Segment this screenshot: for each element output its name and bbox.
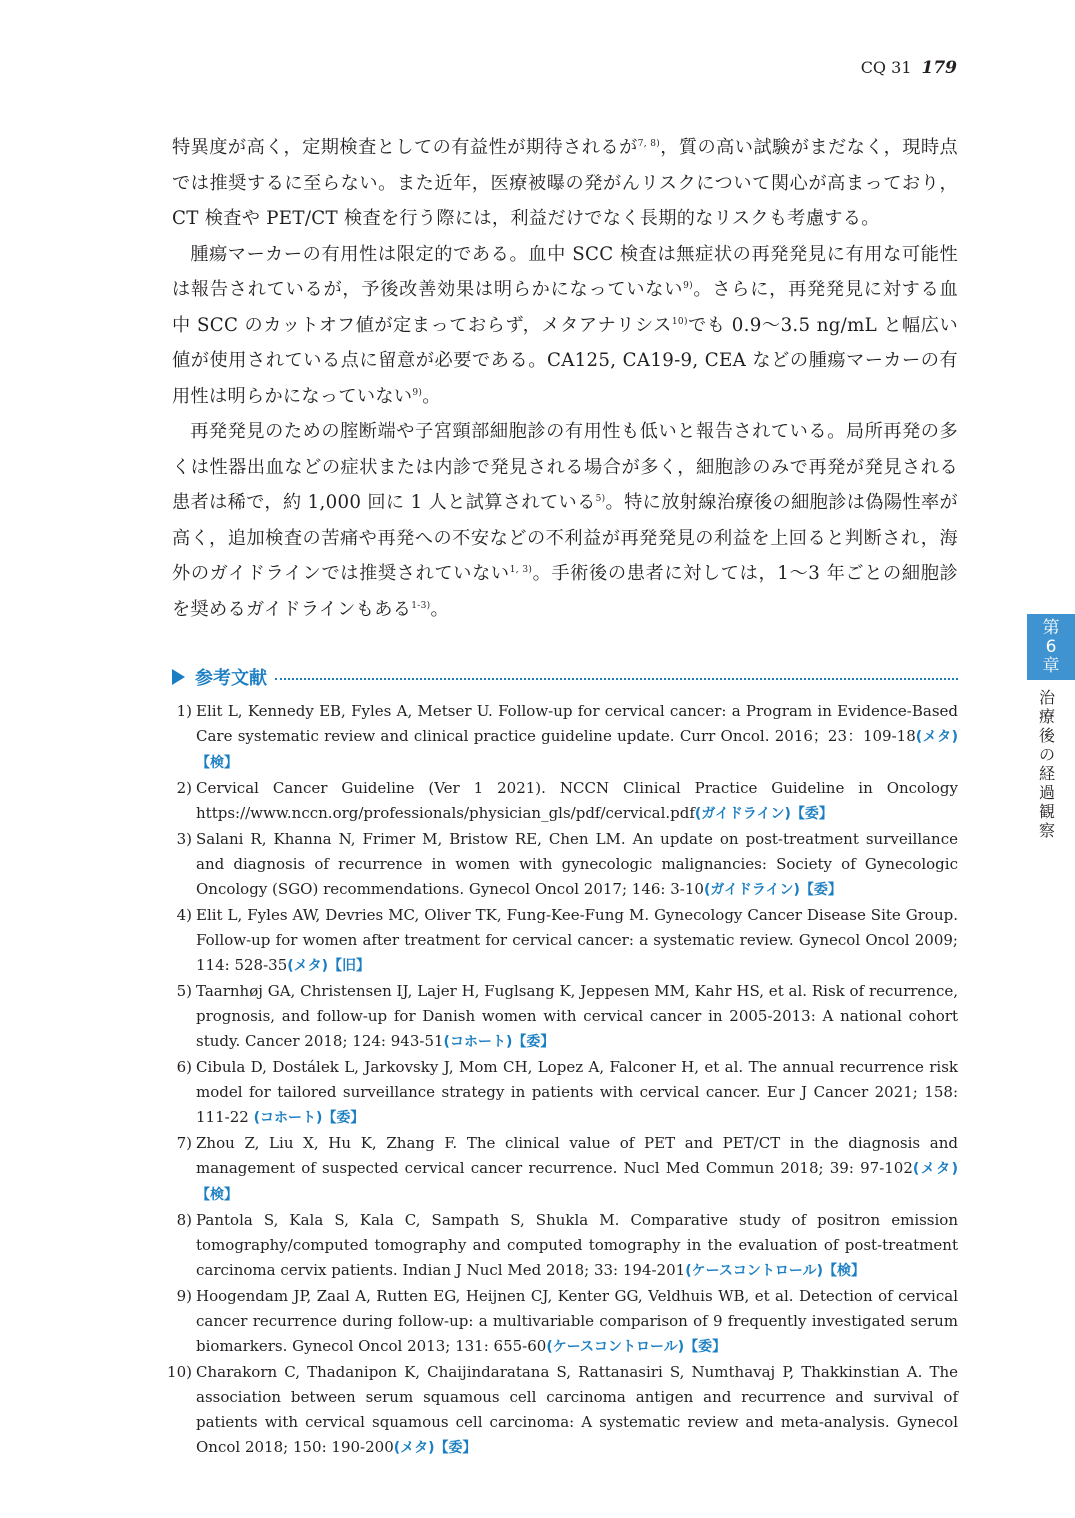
reference-number: 7) — [176, 1134, 192, 1152]
paragraph-3 — [172, 414, 958, 627]
text-span: 再発発見のための腟断端や子宮頸部細胞診の有用性も低いと報告されている。局所再発の多くは性器出血などの症状または内診で発見される場合が多く，細胞診のみで再発が発見される患者は稀で，約 1,000 回に 1 人と試算されている — [172, 421, 958, 513]
reference-item — [172, 1131, 958, 1208]
chapter-tab — [1027, 614, 1075, 680]
reference-item — [172, 776, 958, 827]
reference-tag: (ケースコントロール)【委】 — [546, 1339, 727, 1355]
reference-item — [172, 827, 958, 903]
references-title: 参考文献 — [195, 668, 267, 689]
reference-text: Elit L, Fyles AW, Devries MC, Oliver TK, Fung-Kee-Fung M. Gynecology Cancer Disease Site Group. Follow-up for women after treatment for cervical cancer: a systematic review. Gynecol Oncol 2009; 114: 528-35 — [196, 906, 958, 974]
reference-number: 10) — [167, 1363, 192, 1381]
citation: 9) — [412, 387, 423, 398]
reference-number: 1) — [176, 702, 192, 720]
reference-text: Salani R, Khanna N, Frimer M, Bristow RE, Chen LM. An update on post-treatment surveillance and diagnosis of recurrence in women with gynecologic malignancies: Society of Gynecologic Oncology (SGO) recommendations. Gynecol Oncol 2017; 146: 3-10 — [196, 830, 958, 898]
reference-tag: (メタ)【旧】 — [287, 958, 371, 974]
reference-tag: (ケースコントロール)【検】 — [685, 1263, 866, 1279]
reference-text: Cibula D, Dostálek L, Jarkovsky J, Mom CH, Lopez A, Falconer H, et al. The annual recurrence risk model for tailored surveillance strategy in patients with cervical cancer. Eur J Cancer 2021; 158: 111-22 — [196, 1058, 958, 1126]
reference-item — [172, 1284, 958, 1360]
paragraph-1 — [172, 130, 958, 237]
text-span: 。特に放射線治療後の細胞診は偽陽性率が高く，追加検査の苦痛や再発への不安などの不利益が再発発見の利益を上回ると判断され，海外のガイドラインでは推奨されていない — [172, 492, 959, 584]
text-span: 。手術後の患者に対しては，1～3 年ごとの細胞診を奨めるガイドラインもある — [172, 563, 959, 620]
triangle-bullet-icon — [172, 669, 185, 685]
chapter-tab-line: 第 — [1042, 617, 1060, 638]
citation: 10) — [671, 316, 688, 327]
reference-number: 8) — [176, 1211, 192, 1229]
reference-text: Zhou Z, Liu X, Hu K, Zhang F. The clinical value of PET and PET/CT in the diagnosis and management of suspected cervical cancer recurrence. Nucl Med Commun 2018; 39: 97-102 — [196, 1134, 958, 1177]
chapter-tab-line: 章 — [1042, 655, 1060, 676]
page-number: 179 — [921, 58, 957, 78]
references-heading — [172, 664, 958, 690]
reference-tag: (ガイドライン)【委】 — [703, 882, 842, 898]
citation: 1-3) — [411, 600, 431, 611]
reference-item — [172, 979, 958, 1055]
text-span: 。さらに，再発発見に対する血中 SCC のカットオフ値が定まっておらず，メタアナリシス — [172, 279, 958, 336]
reference-number: 4) — [176, 906, 192, 924]
reference-item — [172, 903, 958, 979]
reference-number: 2) — [176, 779, 192, 797]
reference-text: Pantola S, Kala S, Kala C, Sampath S, Shukla M. Comparative study of positron emission tomography/computed tomography and computed tomography in the evaluation of post-treatment carcinoma cervix patients. Indian J Nucl Med 2018; 33: 194-201 — [196, 1211, 958, 1279]
reference-number: 6) — [176, 1058, 192, 1076]
citation: 5) — [595, 494, 606, 504]
paragraph-2 — [172, 237, 958, 415]
reference-text: Charakorn C, Thadanipon K, Chaijindaratana S, Rattanasiri S, Numthavaj P, Thakkinstian A. The association between serum squamous cell carcinoma antigen and recurrence and survival of patients with cervical squamous cell carcinoma: A systematic review and meta-analysis. Gynecol Oncol 2018; 150: 190-200 — [196, 1363, 958, 1456]
reference-item — [172, 699, 958, 776]
reference-number: 5) — [176, 982, 192, 1000]
reference-tag: (ガイドライン)【委】 — [694, 806, 833, 822]
citation: 9) — [683, 281, 693, 291]
reference-text: Cervical Cancer Guideline (Ver 1 2021). NCCN Clinical Practice Guideline in Oncology https://www.nccn.org/professionals/physician_gls/pdf/cervical.pdf — [196, 779, 958, 822]
reference-tag: (メタ)【検】 — [196, 729, 958, 771]
reference-tag: (コホート)【委】 — [253, 1110, 365, 1126]
text-span: でも 0.9～3.5 ng/mL と幅広い値が使用されている点に留意が必要である。CA125, CA19-9, CEA などの腫瘍マーカーの有用性は明らかになっていない — [172, 314, 958, 407]
page-header — [861, 58, 957, 78]
reference-list — [167, 699, 958, 1461]
reference-tag: (コホート)【委】 — [443, 1034, 555, 1050]
reference-tag: (メタ)【検】 — [196, 1161, 958, 1203]
chapter-number: 6 — [1045, 636, 1057, 657]
citation: 7, 8) — [637, 139, 661, 149]
reference-item — [172, 1055, 958, 1131]
text-span: 。 — [422, 385, 441, 407]
reference-text: Taarnhøj GA, Christensen IJ, Lajer H, Fuglsang K, Jeppesen MM, Kahr HS, et al. Risk of recurrence, prognosis, and follow-up for Danish women with cervical cancer in 2005-2013: A national cohort study. Cancer 2018; 124: 943-51 — [196, 982, 958, 1050]
text-span: 腫瘍マーカーの有用性は限定的である。血中 SCC 検査は無症状の再発発見に有用な可能性は報告されているが，予後改善効果は明らかになっていない — [172, 243, 958, 300]
reference-tag: (メタ)【委】 — [393, 1440, 477, 1456]
text-span: 特異度が高く，定期検査としての有益性が期待されるが — [172, 137, 638, 158]
text-span: 。 — [430, 598, 449, 620]
reference-number: 9) — [176, 1287, 192, 1305]
reference-item — [172, 1208, 958, 1284]
reference-item — [167, 1360, 958, 1461]
reference-text: Elit L, Kennedy EB, Fyles A, Metser U. Follow-up for cervical cancer: a Program in Evidence-Based Care systematic review and clinical practice guideline update. Curr Oncol. 2016；23：109-18 — [196, 702, 958, 745]
reference-text: Hoogendam JP, Zaal A, Rutten EG, Heijnen CJ, Kenter GG, Veldhuis WB, et al. Detection of cervical cancer recurrence during follow-up: a multivariable comparison of 9 frequently investigated serum biomarkers. Gynecol Oncol 2013; 131: 655-60 — [196, 1287, 958, 1355]
citation: 1, 3) — [509, 565, 533, 575]
chapter-title: 治療後の経過観察 — [1038, 688, 1055, 840]
main-text — [172, 130, 958, 627]
section-label: CQ 31 — [860, 58, 912, 77]
reference-number: 3) — [176, 830, 192, 848]
dotted-rule — [275, 678, 958, 680]
text-span: ，質の高い試験がまだなく，現時点では推奨するに至らない。また近年，医療被曝の発がんリスクについて関心が高まっており，CT 検査や PET/CT 検査を行う際には，利益だけでなく長期的なリスクも考慮する。 — [172, 137, 959, 229]
